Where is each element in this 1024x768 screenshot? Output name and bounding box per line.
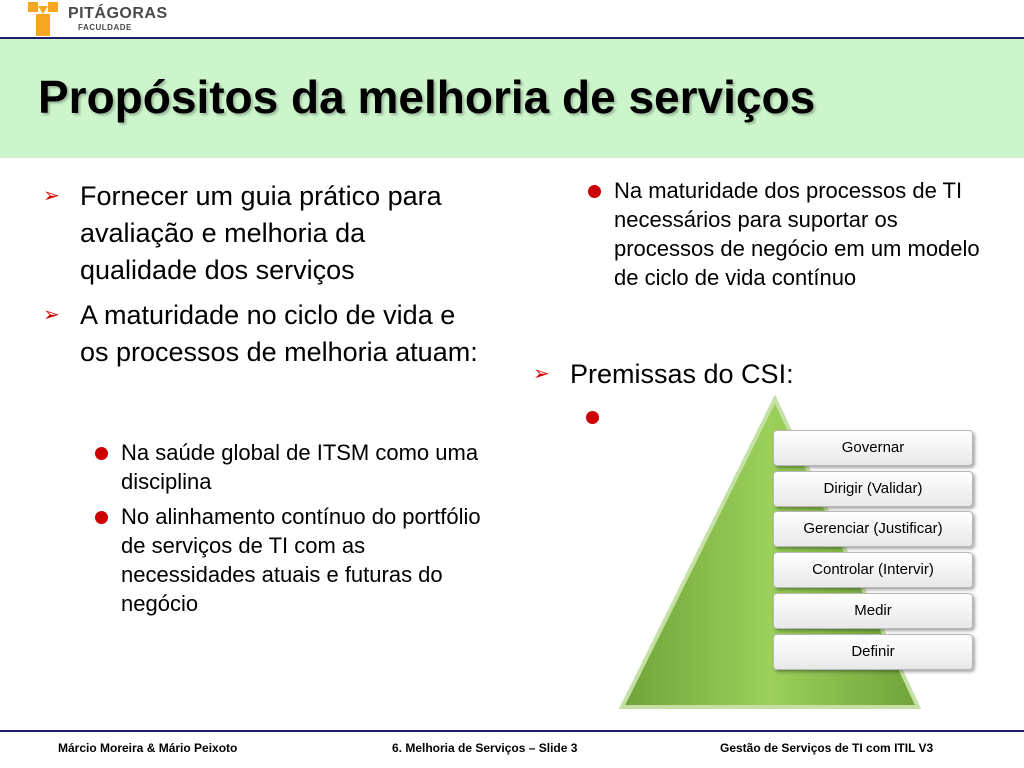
pyramid-level-gerenciar: Gerenciar (Justificar) bbox=[773, 511, 973, 547]
left-sub-bullet-list bbox=[93, 438, 485, 624]
sub-bullet-item bbox=[93, 438, 485, 496]
arrow-bullet-icon: ➢ bbox=[533, 363, 550, 385]
logo-mark-icon bbox=[28, 2, 62, 36]
bullet-text: Premissas do CSI: bbox=[570, 359, 794, 389]
logo-name: PITÁGORAS bbox=[68, 5, 168, 22]
bullet-item bbox=[530, 356, 930, 393]
sub-bullet-text: Na maturidade dos processos de TI necessários para suportar os processos de negócio em um modelo de ciclo de vida contínuo bbox=[614, 178, 980, 290]
pyramid-level-definir: Definir bbox=[773, 634, 973, 670]
pyramid-level-dirigir: Dirigir (Validar) bbox=[773, 471, 973, 507]
sub-bullet-item bbox=[93, 502, 485, 618]
bullet-item bbox=[40, 297, 480, 371]
footer-slide-info: 6. Melhoria de Serviços – Slide 3 bbox=[392, 741, 578, 755]
pitagoras-logo bbox=[28, 2, 168, 36]
arrow-bullet-icon: ➢ bbox=[43, 185, 60, 207]
footer-divider bbox=[0, 730, 1024, 732]
slide-title: Propósitos da melhoria de serviços bbox=[38, 71, 816, 123]
right-sub-bullet-list bbox=[586, 176, 986, 298]
bullet-item bbox=[40, 178, 480, 289]
round-bullet-icon bbox=[95, 447, 108, 460]
bullet-text: Fornecer um guia prático para avaliação e melhoria da qualidade dos serviços bbox=[80, 181, 442, 285]
round-bullet-icon bbox=[588, 185, 601, 198]
header-bar bbox=[0, 0, 1024, 37]
empty-sub-bullet-icon bbox=[586, 411, 599, 424]
pyramid-level-medir: Medir bbox=[773, 593, 973, 629]
round-bullet-icon bbox=[95, 511, 108, 524]
footer-course-title: Gestão de Serviços de TI com ITIL V3 bbox=[720, 741, 934, 755]
sub-bullet-text: Na saúde global de ITSM como uma disciplina bbox=[121, 440, 479, 494]
bullet-text: A maturidade no ciclo de vida e os processos de melhoria atuam: bbox=[80, 300, 478, 367]
logo-subtitle: FACULDADE bbox=[78, 23, 132, 32]
sub-bullet-text: No alinhamento contínuo do portfólio de serviços de TI com as necessidades atuais e futuras do negócio bbox=[121, 504, 481, 616]
pyramid-level-controlar: Controlar (Intervir) bbox=[773, 552, 973, 588]
left-bullet-list bbox=[40, 178, 480, 379]
sub-bullet-item bbox=[586, 176, 986, 292]
pyramid-level-governar: Governar bbox=[773, 430, 973, 466]
arrow-bullet-icon: ➢ bbox=[43, 304, 60, 326]
footer-authors: Márcio Moreira & Mário Peixoto bbox=[58, 741, 238, 755]
